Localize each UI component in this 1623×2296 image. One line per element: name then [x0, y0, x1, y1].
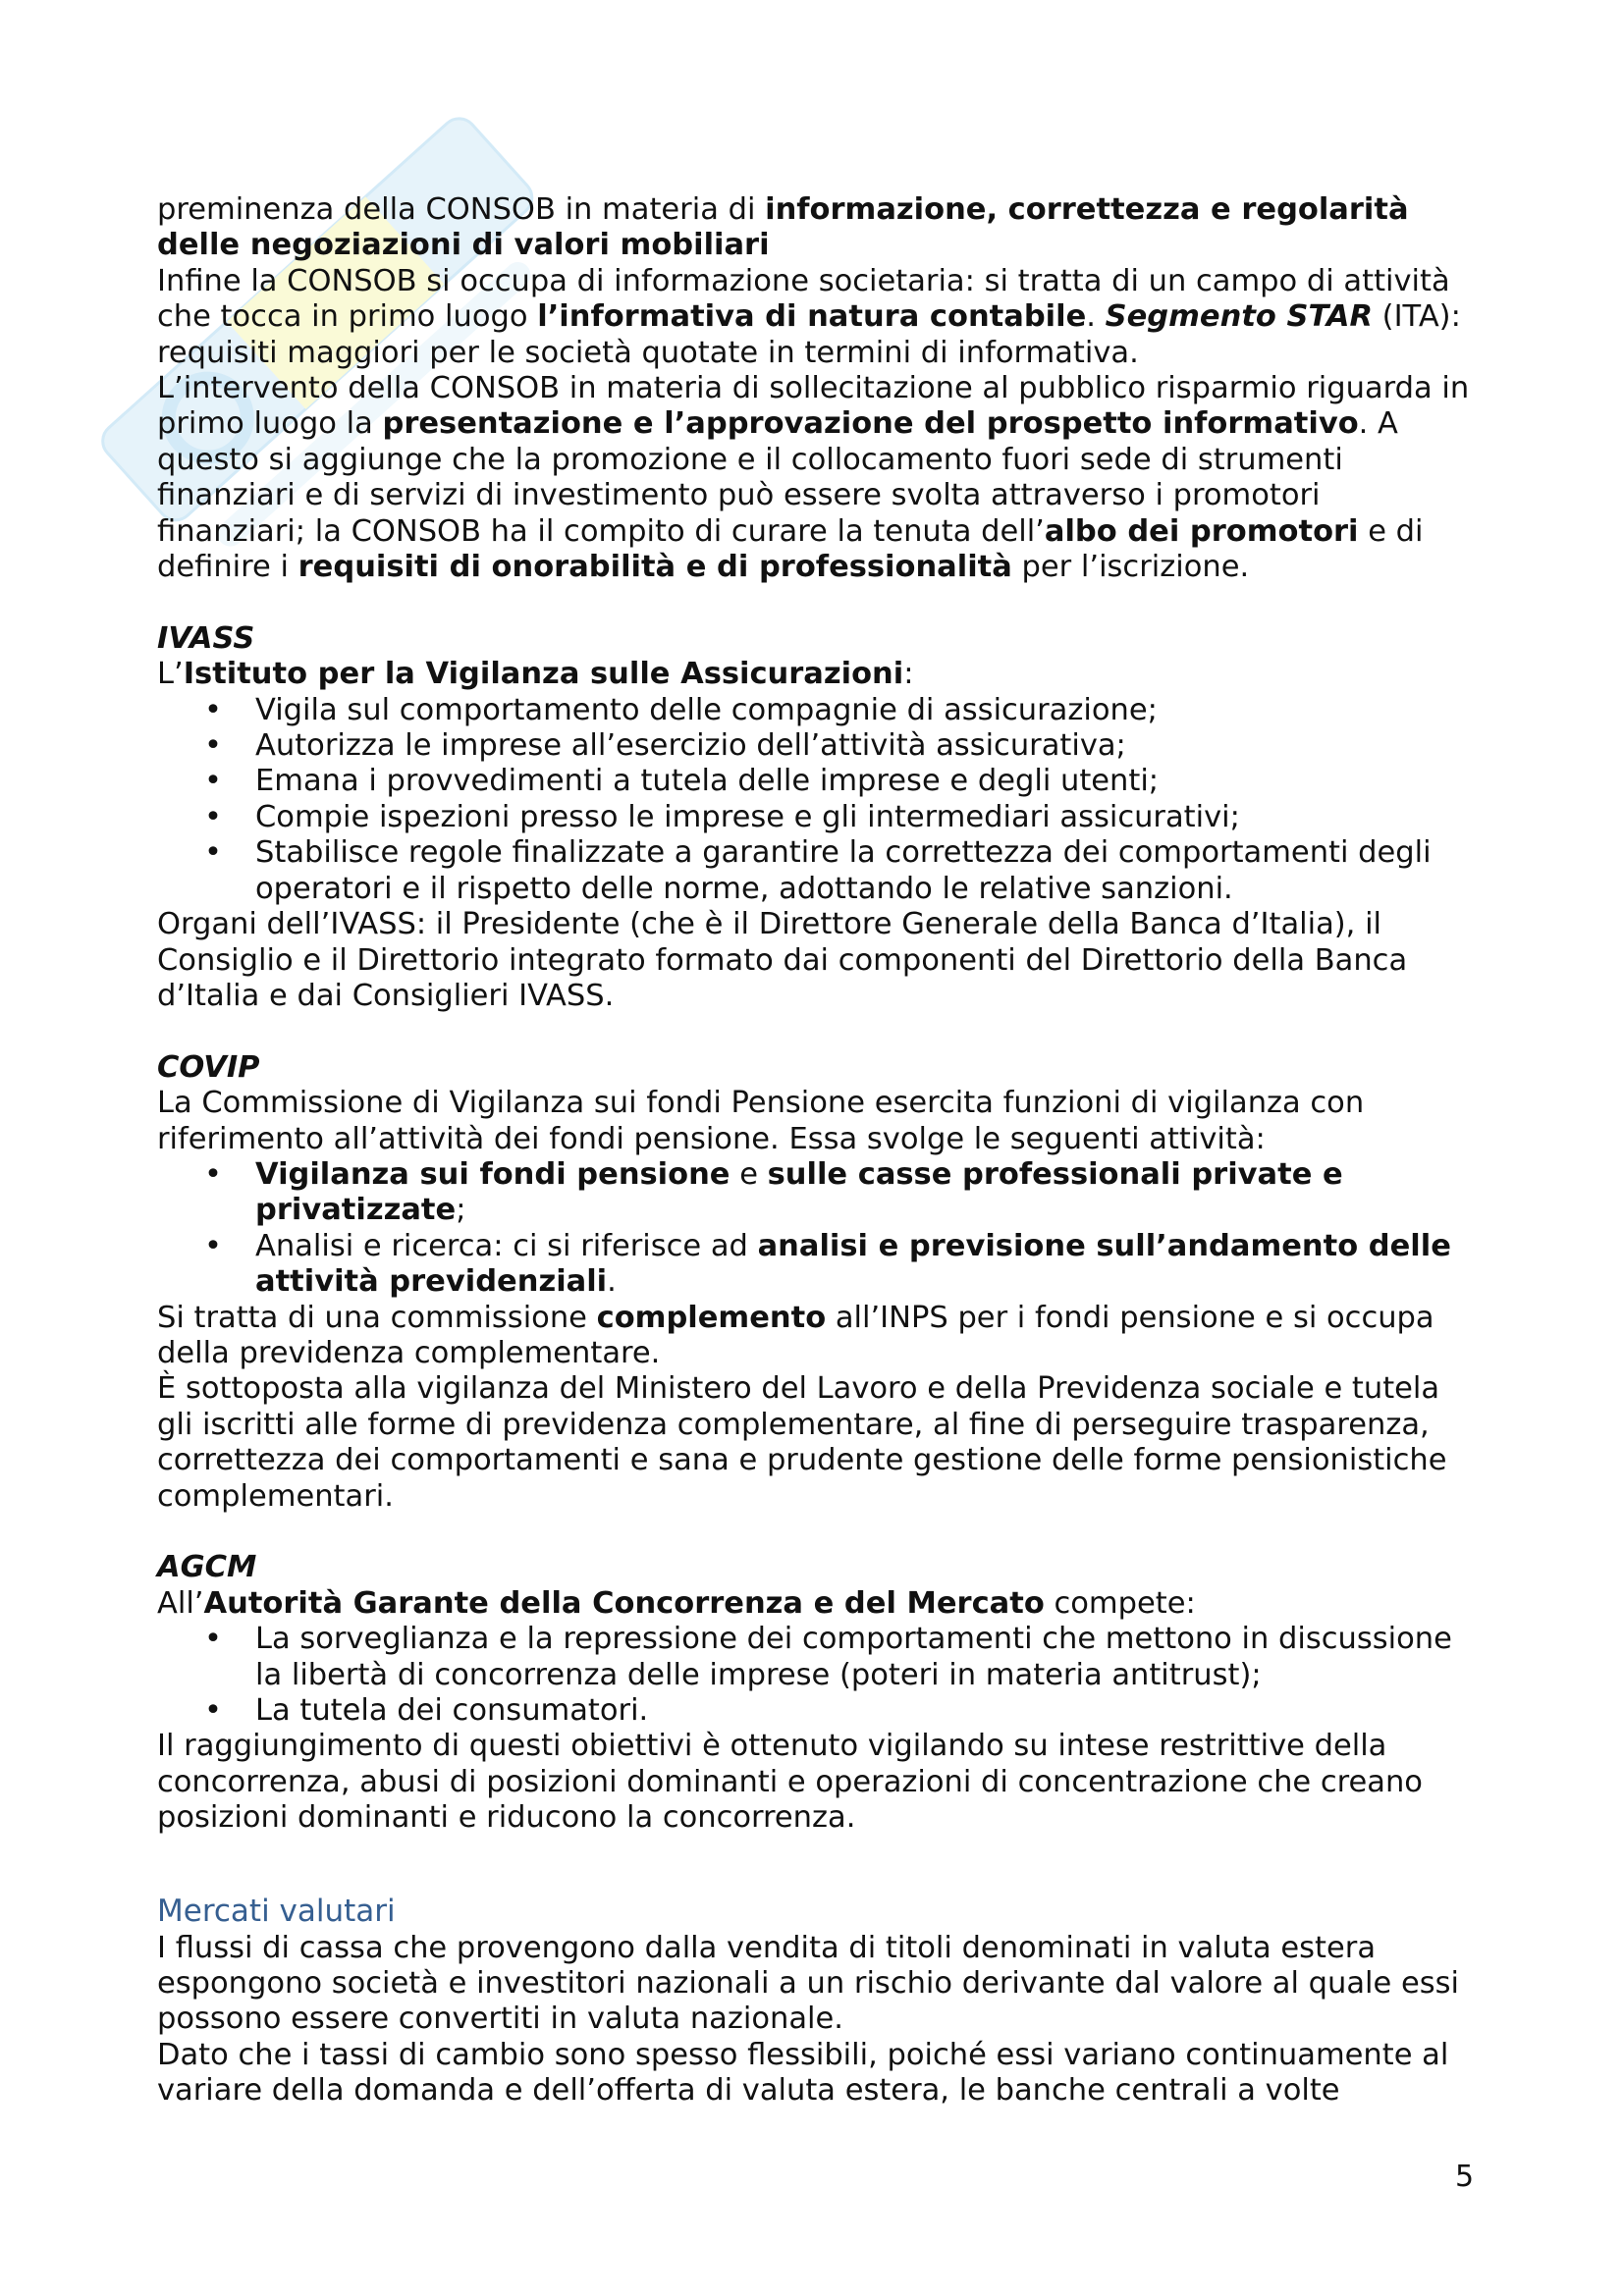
- agcm-list: [157, 1622, 1473, 1729]
- list-item: • Autorizza le imprese all’esercizio dell’attività assicurativa;: [157, 728, 1473, 764]
- consob-paragraph-2: Infine la CONSOB si occupa di informazione societaria: si tratta di un campo di attività che tocca in primo luogo l’informativa di natura contabile. Segmento STAR (ITA): requisiti maggiori per le società quotate in termini di informativa.: [157, 263, 1461, 370]
- list-item: • Vigilanza sui fondi pensione e sulle casse professionali private e privatizzate;: [157, 1157, 1473, 1229]
- agcm-paragraph-1: Il raggiungimento di questi obiettivi è ottenuto vigilando su intese restrittive della concorrenza, abusi di posizioni dominanti e operazioni di concentrazione che creano posizioni dominanti e riducono la concorrenza.: [157, 1729, 1423, 1836]
- mercati-valutari-heading: Mercati valutari: [157, 1893, 396, 1929]
- covip-title: COVIP: [157, 1049, 260, 1085]
- agcm-lead: All’Autorità Garante della Concorrenza e del Mercato compete:: [157, 1585, 1196, 1621]
- ivass-organs: Organi dell’IVASS: il Presidente (che è il Direttore Generale della Banca d’Italia), il Consiglio e il Direttorio integrato formato dai componenti del Direttorio della Banca d’Italia e dai Consiglieri IVASS.: [157, 907, 1408, 1013]
- ivass-title: IVASS: [157, 620, 255, 656]
- ivass-list: [157, 693, 1473, 907]
- list-item: • Analisi e ricerca: ci si riferisce ad analisi e previsione sull’andamento delle attività previdenziali.: [157, 1229, 1473, 1301]
- list-item: • Stabilisce regole finalizzate a garantire la correttezza dei comportamenti degli operatori e il rispetto delle norme, adottando le relative sanzioni.: [157, 835, 1473, 907]
- document-body: [157, 192, 1473, 2109]
- consob-paragraph-3: L’intervento della CONSOB in materia di sollecitazione al pubblico risparmio riguarda in primo luogo la presentazione e l’approvazione del prospetto informativo. A questo si aggiunge che la promozione e il collocamento fuori sede di strumenti finanziari e di servizi di investimento può essere svolta attraverso i promotori finanziari; la CONSOB ha il compito di curare la tenuta dell’albo dei promotori e di definire i requisiti di onorabilità e di professionalità per l’iscrizione.: [157, 371, 1470, 585]
- covip-lead: La Commissione di Vigilanza sui fondi Pensione esercita funzioni di vigilanza con riferimento all’attività dei fondi pensione. Essa svolge le seguenti attività:: [157, 1086, 1365, 1156]
- list-item: • Emana i provvedimenti a tutela delle imprese e degli utenti;: [157, 764, 1473, 799]
- list-item: • Vigila sul comportamento delle compagnie di assicurazione;: [157, 693, 1473, 728]
- list-item: • La sorveglianza e la repressione dei comportamenti che mettono in discussione la libertà di concorrenza delle imprese (poteri in materia antitrust);: [157, 1622, 1473, 1693]
- page-number: 5: [1455, 2160, 1475, 2194]
- covip-paragraph-2: È sottoposta alla vigilanza del Ministero del Lavoro e della Previdenza sociale e tutela gli iscritti alle forme di previdenza complementare, al fine di perseguire trasparenza, correttezza dei comportamenti e sana e prudente gestione delle forme pensionistiche complementari.: [157, 1371, 1447, 1514]
- covip-list: [157, 1157, 1473, 1301]
- mercati-paragraph-2: Dato che i tassi di cambio sono spesso flessibili, poiché essi variano continuamente al variare della domanda e dell’offerta di valuta estera, le banche centrali a volte: [157, 2037, 1449, 2109]
- list-item: • Compie ispezioni presso le imprese e gli intermediari assicurativi;: [157, 800, 1473, 835]
- covip-paragraph-1: Si tratta di una commissione complemento all’INPS per i fondi pensione e si occupa della previdenza complementare.: [157, 1300, 1434, 1370]
- consob-paragraph-1: preminenza della CONSOB in materia di informazione, correttezza e regolarità delle negoziazioni di valori mobiliari: [157, 192, 1409, 263]
- mercati-paragraph-1: I flussi di cassa che provengono dalla vendita di titoli denominati in valuta estera espongono società e investitori nazionali a un rischio derivante dal valore al quale essi possono essere convertiti in valuta nazionale.: [157, 1930, 1459, 2037]
- ivass-lead: L’Istituto per la Vigilanza sulle Assicurazioni:: [157, 657, 914, 692]
- agcm-title: AGCM: [157, 1550, 257, 1585]
- list-item: • La tutela dei consumatori.: [157, 1693, 1473, 1729]
